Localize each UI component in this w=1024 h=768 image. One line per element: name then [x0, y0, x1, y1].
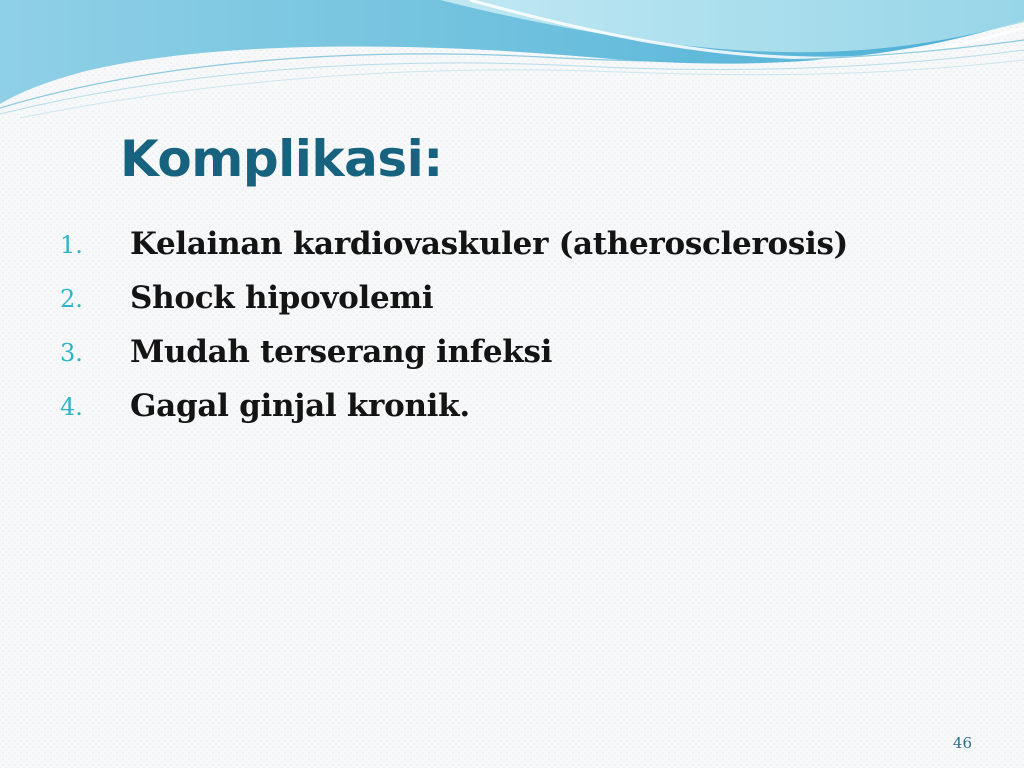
- list-item: [0, 218, 1000, 272]
- list-item-text: Kelainan kardiovaskuler (atherosclerosis): [130, 226, 849, 262]
- list-item-number: 4.: [60, 393, 83, 421]
- page-number: 46: [952, 734, 972, 752]
- list-item: [0, 380, 1000, 434]
- list-item-text: Shock hipovolemi: [130, 280, 434, 316]
- slide-title: Komplikasi:: [120, 130, 443, 188]
- list-item: [0, 326, 1000, 380]
- wave-line-2: [0, 50, 1024, 114]
- wave-line-3: [20, 60, 1024, 118]
- list-item-number: 1.: [60, 231, 83, 259]
- list-item-number: 3.: [60, 339, 83, 367]
- complication-list: [0, 218, 1000, 434]
- list-item: [0, 272, 1000, 326]
- list-item-number: 2.: [60, 285, 83, 313]
- wave-header-decoration: [0, 0, 1024, 120]
- list-item-text: Gagal ginjal kronik.: [130, 388, 470, 424]
- list-item-text: Mudah terserang infeksi: [130, 334, 553, 370]
